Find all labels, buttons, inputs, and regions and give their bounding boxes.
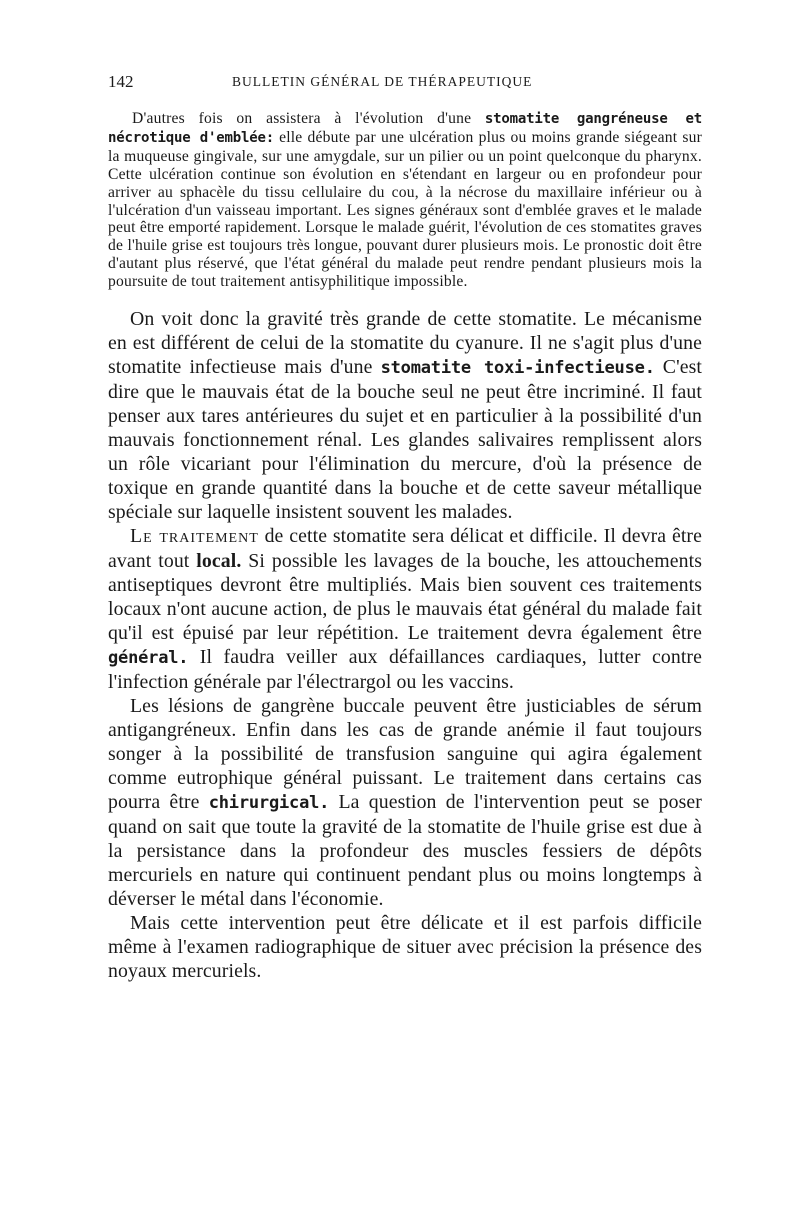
text-run: Il faudra veiller aux défaillances cardiaques, lutter contre l'infection générale par l'électrargol ou les vaccins. xyxy=(108,645,702,693)
page-header xyxy=(108,72,702,98)
bold-term: local. xyxy=(196,549,242,572)
paragraph-treatment xyxy=(108,524,702,693)
text-run: Mais cette intervention peut être délicate et il est parfois difficile même à l'examen radiographique de situer avec précision la présence des noyaux mercuriels. xyxy=(108,912,702,983)
text-run: D'autres fois on assistera à l'évolution d'une xyxy=(132,110,485,127)
bold-term: stomatite toxi-infectieuse. xyxy=(380,358,655,379)
text-run: Les lésions de gangrène buccale peuvent être justiciables de sérum antigangréneux. Enfin dans les cas de grande anémie il faut toujours songer à la possibilité de transfusion sanguine qui agira également comme eutrophique général puissant. Le traitement dans certains cas pourra être xyxy=(108,694,702,813)
small-caps-heading: Le traitement xyxy=(130,525,259,548)
running-title: BULLETIN GÉNÉRAL DE THÉRAPEUTIQUE xyxy=(232,74,533,89)
paragraph-gravity xyxy=(108,307,702,524)
text-run: On voit donc la gravité très grande de cette stomatite. Le mécanisme en est différent de celui de la stomatite du cyanure. Il ne s'agit plus d'une stomatite infectieuse mais d'une xyxy=(108,308,702,379)
paragraph-gangrenous-stomatitis xyxy=(108,110,702,291)
text-run: elle débute par une ulcération plus ou moins grande siégeant sur la muqueuse gingivale, sur une amygdale, sur un pilier ou un point quelconque du pharynx. Cette ulcération continue son évolution en s'étendant en largeur ou en profondeur pour arriver au sphacèle du tissu cellulaire du cou, à la nécrose du maxillaire inférieur ou à l'ulcération d'un vaisseau important. Les signes généraux sont d'emblée graves et le malade peut être emporté rapidement. Lorsque le malade guérit, l'évolution de ces stomatites graves de l'huile grise est toujours très longue, pouvant durer plusieurs mois. Le pronostic doit être d'autant plus réservé, que l'état général du malade peut rendre pendant plusieurs mois la poursuite de tout traitement antisyphilitique impossible. xyxy=(108,128,703,291)
text-run: C'est dire que le mauvais état de la bouche seul ne peut être incriminé. Il faut penser aux tares antérieures du sujet et en particulier à la possibilité d'un mauvais fonctionnement rénal. Les glandes salivaires remplissent alors un rôle vicariant pour l'élimination du mercure, d'où la présence de toxique en grande quantité dans la bouche et de cette saveur métallique spéciale sur laquelle insistent souvent les malades. xyxy=(108,356,703,524)
bold-term: stomatite gangréneuse et nécrotique d'emblée: xyxy=(108,111,702,146)
text-run: de cette stomatite sera délicat et difficile. Il devra être avant tout xyxy=(108,525,702,572)
text-run: La question de l'intervention peut se poser quand on sait que toute la gravité de la stomatite de l'huile grise est due à la persistance dans la profondeur des muscles fessiers de dépôts mercuriels en nature qui continuent pendant plus ou moins longtemps à déverser le métal dans l'économie. xyxy=(108,791,702,911)
bold-term: général. xyxy=(108,647,189,668)
paragraph-gangrene-lesions xyxy=(108,694,702,911)
text-run: Si possible les lavages de la bouche, les attouchements antiseptiques devront être multipliés. Mais bien souvent ces traitements locaux n'ont aucune action, de plus le mauvais état général du malade fait qu'il est épuisé par leur répétition. Le traitement devra également être xyxy=(108,549,702,644)
bold-term: chirurgical. xyxy=(208,793,330,813)
page-number: 142 xyxy=(108,72,134,91)
document-page xyxy=(108,72,702,983)
paragraph-intervention xyxy=(108,911,702,983)
